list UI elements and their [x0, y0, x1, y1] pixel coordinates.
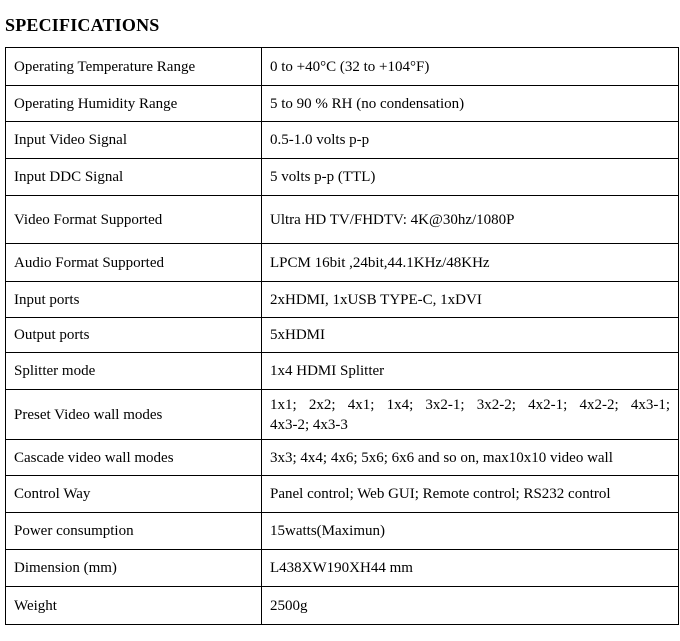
table-row	[6, 390, 679, 440]
spec-label: Preset Video wall modes	[6, 390, 262, 440]
spec-value: Panel control; Web GUI; Remote control; RS232 control	[262, 476, 679, 513]
spec-label: Control Way	[6, 476, 262, 513]
spec-value: 1x4 HDMI Splitter	[262, 353, 679, 390]
spec-label: Input ports	[6, 282, 262, 318]
table-row	[6, 440, 679, 476]
spec-label: Operating Temperature Range	[6, 48, 262, 86]
spec-value-line: 1x1; 2x2; 4x1; 1x4; 3x2-1; 3x2-2; 4x2-1; 4x2-2; 4x3-1;	[270, 396, 670, 413]
spec-value: 3x3; 4x4; 4x6; 5x6; 6x6 and so on, max10x10 video wall	[262, 440, 679, 476]
spec-value: 5 to 90 % RH (no condensation)	[262, 86, 679, 122]
spec-value: 0.5-1.0 volts p-p	[262, 122, 679, 159]
spec-value: 5xHDMI	[262, 318, 679, 353]
spec-label: Output ports	[6, 318, 262, 353]
spec-value: 0 to +40°C (32 to +104°F)	[262, 48, 679, 86]
spec-value-line: 4x3-2; 4x3-3	[270, 416, 348, 433]
page-title: SPECIFICATIONS	[5, 15, 160, 35]
spec-value: 2xHDMI, 1xUSB TYPE-C, 1xDVI	[262, 282, 679, 318]
table-row	[6, 159, 679, 196]
spec-label: Input Video Signal	[6, 122, 262, 159]
table-row	[6, 587, 679, 625]
spec-value: LPCM 16bit ,24bit,44.1KHz/48KHz	[262, 244, 679, 282]
spec-value: 15watts(Maximun)	[262, 513, 679, 550]
spec-label: Dimension (mm)	[6, 550, 262, 587]
spec-label: Weight	[6, 587, 262, 625]
table-row	[6, 86, 679, 122]
table-row	[6, 476, 679, 513]
spec-value	[262, 390, 679, 440]
table-row	[6, 550, 679, 587]
spec-value: 5 volts p-p (TTL)	[262, 159, 679, 196]
table-row	[6, 48, 679, 86]
spec-label: Splitter mode	[6, 353, 262, 390]
spec-label: Operating Humidity Range	[6, 86, 262, 122]
specifications-table	[5, 47, 679, 625]
spec-label: Cascade video wall modes	[6, 440, 262, 476]
spec-value: L438XW190XH44 mm	[262, 550, 679, 587]
spec-value: Ultra HD TV/FHDTV: 4K@30hz/1080P	[262, 196, 679, 244]
table-row	[6, 282, 679, 318]
spec-label: Power consumption	[6, 513, 262, 550]
spec-label: Input DDC Signal	[6, 159, 262, 196]
table-row	[6, 318, 679, 353]
spec-label: Audio Format Supported	[6, 244, 262, 282]
table-row	[6, 196, 679, 244]
table-row	[6, 513, 679, 550]
spec-label: Video Format Supported	[6, 196, 262, 244]
spec-value: 2500g	[262, 587, 679, 625]
table-row	[6, 122, 679, 159]
table-row	[6, 244, 679, 282]
table-row	[6, 353, 679, 390]
